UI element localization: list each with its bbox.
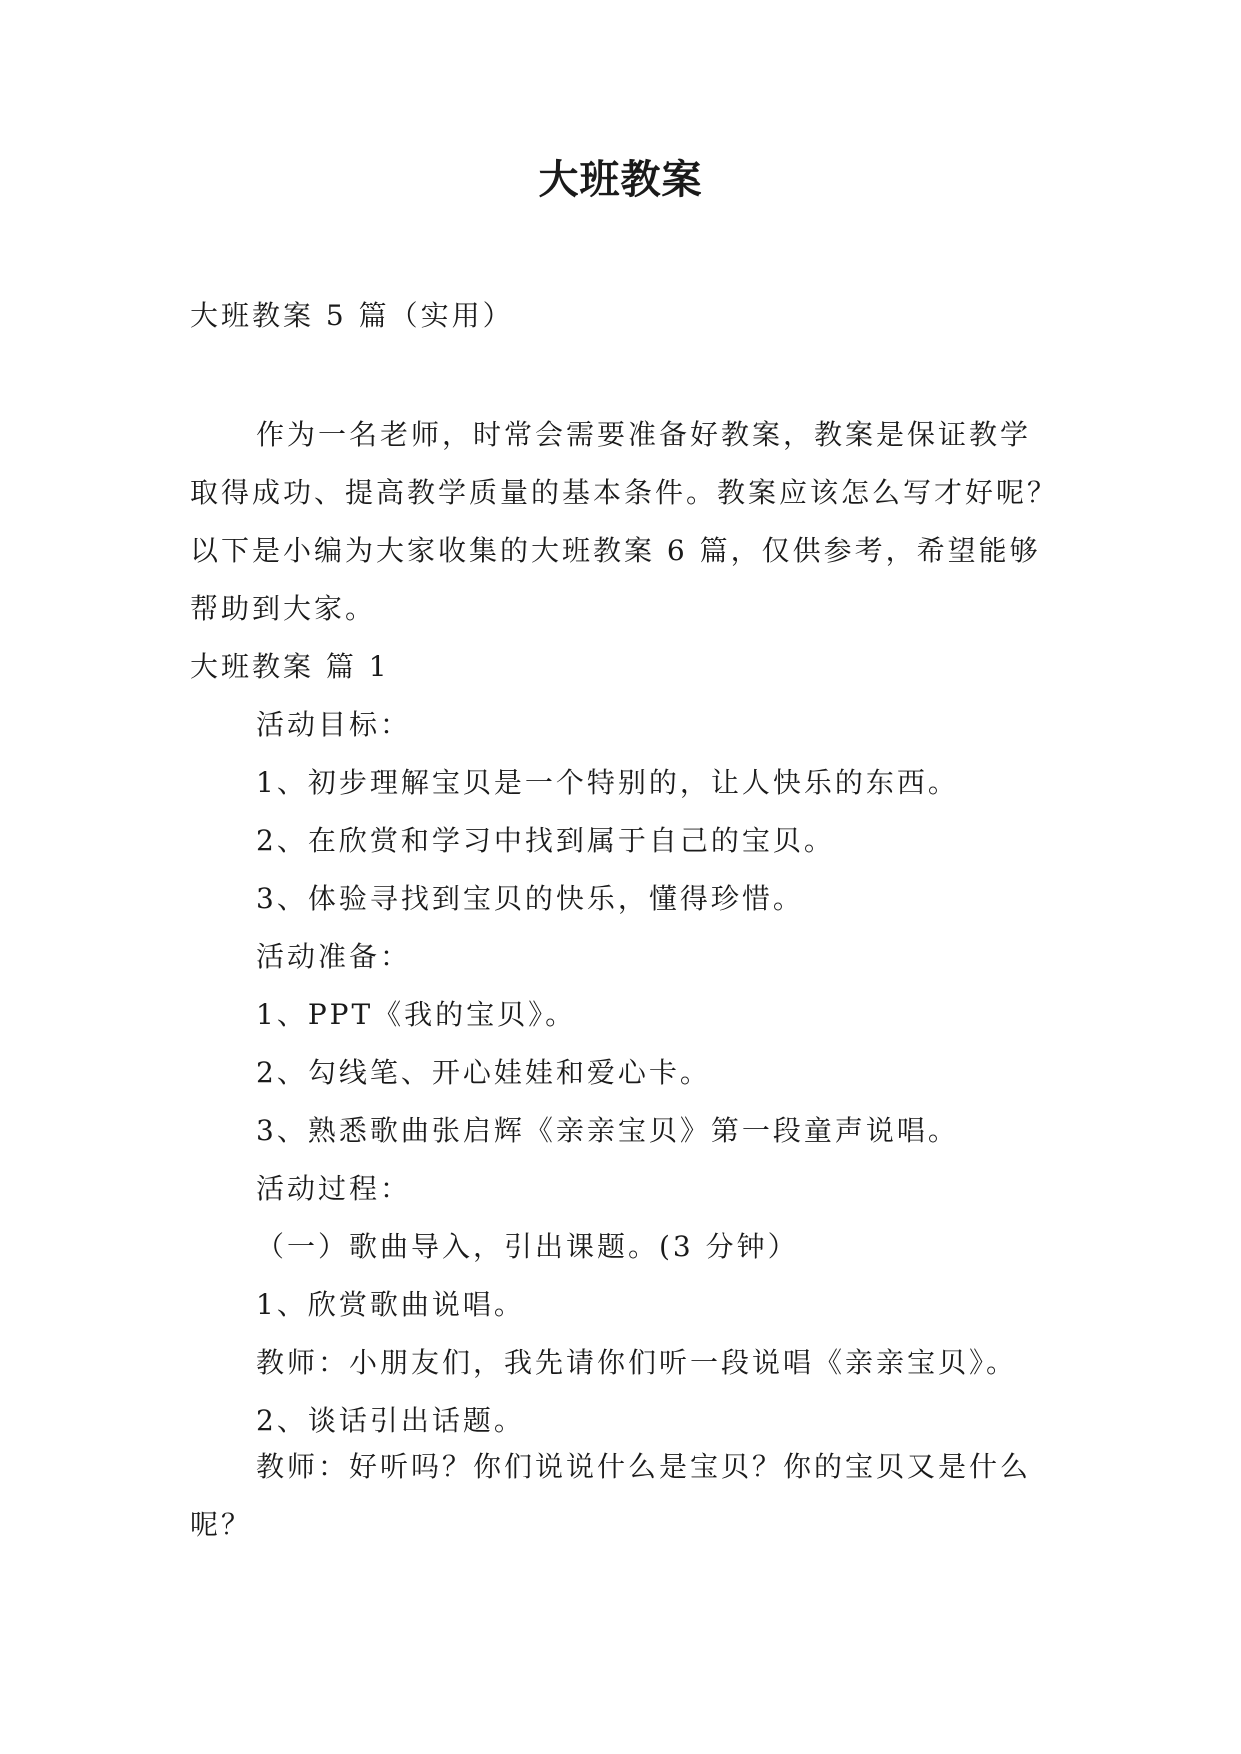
activity-process-heading: 活动过程： [256, 1172, 412, 1205]
activity-preparation-heading: 活动准备： [256, 940, 412, 973]
teacher-line: 教师：小朋友们，我先请你们听一段说唱《亲亲宝贝》。 [256, 1346, 1018, 1379]
preparation-item: 3、熟悉歌曲张启辉《亲亲宝贝》第一段童声说唱。 [256, 1114, 959, 1147]
intro-paragraph: 作为一名老师，时常会需要准备好教案，教案是保证教学取得成功、提高教学质量的基本条件。教案应该怎么写才好呢？以下是小编为大家收集的大班教案 6 篇，仅供参考，希望能够帮助到大家。 [190, 418, 1059, 625]
document-subtitle: 大班教案 5 篇（实用） [190, 299, 514, 332]
activity-goals-heading: 活动目标： [256, 708, 412, 741]
process-item: 2、谈话引出话题。 [256, 1404, 525, 1437]
process-item: 1、欣赏歌曲说唱。 [256, 1288, 525, 1321]
document-title: 大班教案 [538, 157, 703, 203]
teacher-question-paragraph: 教师：好听吗？你们说说什么是宝贝？你的宝贝又是什么呢？ [190, 1450, 1032, 1541]
goal-item: 2、在欣赏和学习中找到属于自己的宝贝。 [256, 824, 835, 857]
lesson-plan-body [190, 638, 1070, 1450]
preparation-item: 2、勾线笔、开心娃娃和爱心卡。 [256, 1056, 711, 1089]
preparation-item: 1、PPT《我的宝贝》。 [256, 998, 577, 1031]
goal-item: 1、初步理解宝贝是一个特别的，让人快乐的东西。 [256, 766, 959, 799]
goal-item: 3、体验寻找到宝贝的快乐，懂得珍惜。 [256, 882, 804, 915]
section-heading: 大班教案 篇 1 [190, 650, 390, 683]
process-step-heading: （一）歌曲导入，引出课题。(3 分钟） [256, 1230, 799, 1263]
